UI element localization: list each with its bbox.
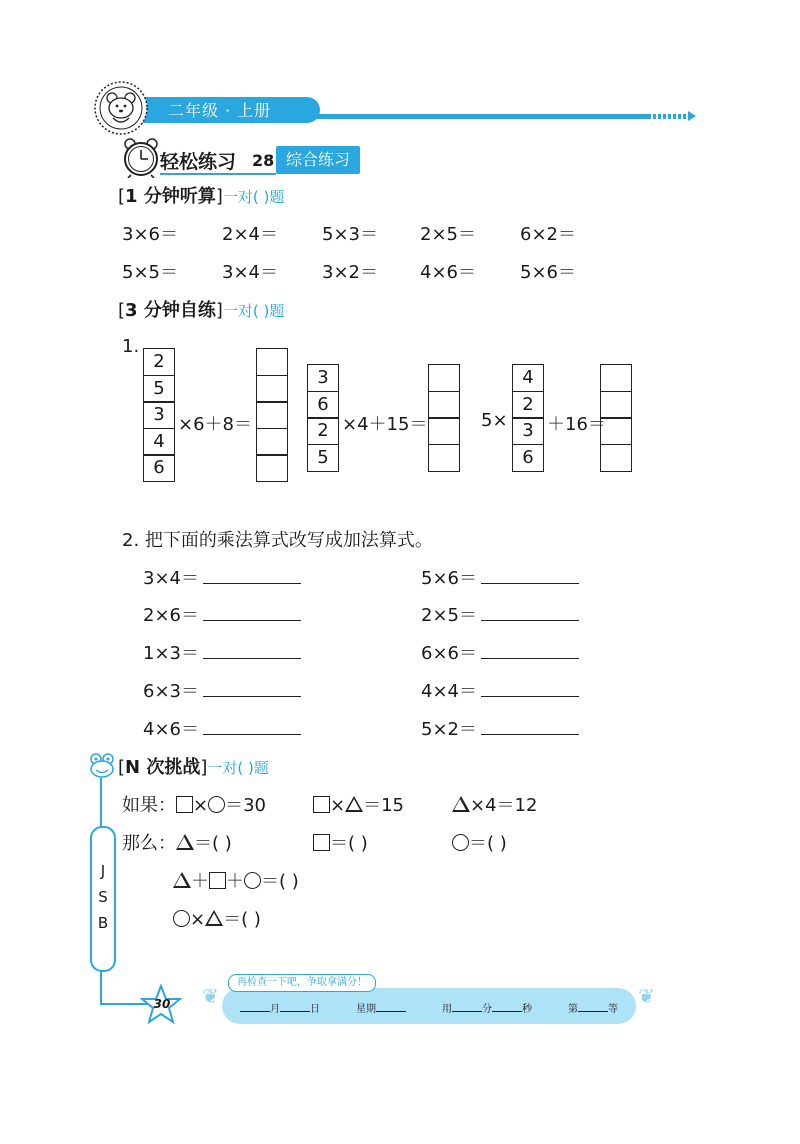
frog-icon [88,752,116,778]
weekday-blank[interactable] [376,1001,406,1012]
if-row: 如果： × ＝30 [122,795,266,816]
oral-problem: 2×4＝ [222,224,278,245]
flourish-left-icon: ❦ [202,984,219,1008]
q1-number: 1. [122,336,140,357]
section2-heading: [3 分钟自练]一对( )题 [118,300,285,321]
rewrite-item: 6×6＝ [421,639,579,665]
rewrite-item: 5×2＝ [421,715,579,741]
input-cell: 5 [307,444,339,472]
header-dash [648,114,688,119]
rank-blank[interactable] [578,1001,608,1012]
product-row: × ＝( ) [173,905,261,931]
rewrite-item: 3×4＝ [143,564,301,590]
rewrite-item: 5×6＝ [421,564,579,590]
header-arrow-icon [688,111,696,121]
minutes-blank[interactable] [452,1001,482,1012]
input-column-a [143,348,175,482]
triangle-icon [173,872,191,888]
month-blank[interactable] [240,1001,270,1012]
answer-column-a [256,348,288,482]
rewrite-item: 6×3＝ [143,677,301,703]
answer-paren[interactable]: ＝( ) [469,833,507,854]
oral-problem: 5×5＝ [122,262,178,283]
answer-line[interactable] [203,565,301,584]
answer-box[interactable] [600,391,632,419]
circle-icon [173,910,190,927]
oral-problem: 5×6＝ [520,262,576,283]
section2-score: 一对( )题 [222,302,285,320]
operation-a: ×6＋8＝ [178,414,252,435]
square-icon [176,796,193,813]
operation-c: ＋16＝ [547,414,606,435]
rewrite-item: 2×6＝ [143,601,301,627]
answer-box[interactable] [428,444,460,472]
answer-line[interactable] [203,640,301,659]
footer-slogan: 再检查一下吧，争取拿满分！ [228,974,376,992]
triangle-icon [176,834,194,850]
practice-tag: 综合练习 [276,146,360,174]
answer-box[interactable] [256,454,288,482]
answer-box[interactable] [256,348,288,376]
circle-icon [208,796,225,813]
answer-line[interactable] [481,602,579,621]
answer-paren[interactable]: ＝( ) [330,833,368,854]
day-blank[interactable] [280,1001,310,1012]
equation-2: × ＝15 [313,791,404,817]
input-cell: 6 [512,444,544,472]
rewrite-item: 2×5＝ [421,601,579,627]
then-label: 那么： [122,833,176,854]
section3-score: 一对( )题 [207,759,269,777]
q2-title: 2. 把下面的乘法算式改写成加法算式。 [122,530,433,551]
triangle-icon [345,796,363,812]
flourish-right-icon: ❦ [638,984,655,1008]
answer-box[interactable] [428,391,460,419]
answer-box[interactable] [256,401,288,429]
practice-number: 28 [252,151,275,170]
practice-underline [160,173,276,175]
input-cell: 4 [512,364,544,392]
operation-c-prefix: 5× [481,410,508,431]
answer-line[interactable] [203,716,301,735]
input-cell: 6 [143,454,175,482]
oral-problem: 6×2＝ [520,224,576,245]
triangle-icon [205,910,223,926]
answer-paren[interactable]: ＝( ) [223,909,261,930]
input-cell: 6 [307,391,339,419]
if-label: 如果： [122,795,176,816]
answer-box[interactable] [600,417,632,445]
answer-paren[interactable]: ＝( ) [261,871,299,892]
input-cell: 3 [512,417,544,445]
answer-box[interactable] [428,417,460,445]
section1-score: 一对( )题 [222,188,285,206]
answer-box[interactable] [600,364,632,392]
grade-title: 二年级 · 上册 [168,101,272,120]
oral-problem: 2×5＝ [420,224,476,245]
circle-icon [452,834,469,851]
answer-box[interactable] [600,444,632,472]
seconds-blank[interactable] [492,1001,522,1012]
input-column-c [512,364,544,472]
equation-3: ×4＝12 [452,791,537,817]
section3-label: N 次挑战 [125,757,201,778]
answer-box[interactable] [256,375,288,403]
answer-line[interactable] [481,716,579,735]
then-square [313,829,368,855]
input-cell: 4 [143,428,175,456]
sidebar-letter: S [98,888,108,906]
oral-problem: 3×6＝ [122,224,178,245]
rewrite-item: 4×4＝ [421,677,579,703]
operation-b: ×4＋15＝ [342,414,428,435]
alarm-clock-icon [121,136,161,178]
section3-heading: [N 次挑战]一对( )题 [118,757,269,778]
section1-heading: [1 分钟听算]一对( )题 [118,186,285,207]
answer-box[interactable] [256,428,288,456]
answer-line[interactable] [481,565,579,584]
rewrite-item: 4×6＝ [143,715,301,741]
input-cell: 3 [307,364,339,392]
input-cell: 2 [512,391,544,419]
section2-label: 3 分钟自练 [125,300,216,321]
practice-title: 轻松练习 [160,151,237,173]
answer-column-b [428,364,460,472]
sidebar-letter: B [97,914,109,932]
square-icon [313,796,330,813]
answer-line[interactable] [203,678,301,697]
input-column-b [307,364,339,472]
sidebar-letter: J [100,862,106,880]
oral-problem: 5×3＝ [322,224,378,245]
answer-line[interactable] [481,678,579,697]
circle-icon [244,872,261,889]
answer-paren[interactable]: ＝( ) [194,833,232,854]
oral-problem: 3×4＝ [222,262,278,283]
input-cell: 2 [143,348,175,376]
rewrite-item: 1×3＝ [143,639,301,665]
square-icon [313,834,330,851]
sum-row: ＋ ＋ ＝( ) [173,867,299,893]
oral-problem: 4×6＝ [420,262,476,283]
answer-line[interactable] [481,640,579,659]
page-number: 30 [153,997,171,1011]
then-row [122,829,232,855]
bear-mascot-icon [93,80,149,136]
input-cell: 3 [143,401,175,429]
answer-box[interactable] [428,364,460,392]
square-icon [209,872,226,889]
section1-label: 1 分钟听算 [125,186,216,207]
answer-line[interactable] [203,602,301,621]
footer-record-row: 月 日 星期 用 分 秒 第 等 [222,1000,636,1015]
input-cell: 5 [143,375,175,403]
oral-problem: 3×2＝ [322,262,378,283]
answer-column-c [600,364,632,472]
then-circle [452,829,507,855]
input-cell: 2 [307,417,339,445]
triangle-icon [452,796,470,812]
